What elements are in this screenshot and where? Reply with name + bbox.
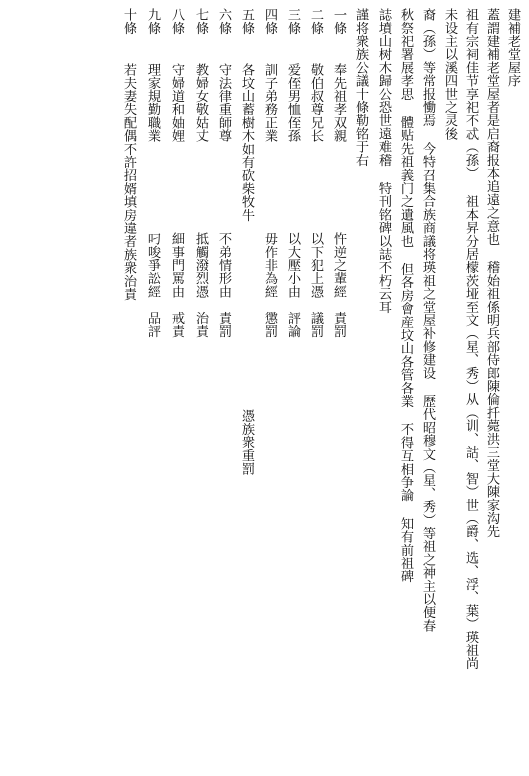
rule-5-text: 各坟山蓄樹木如有砍柴牧牛 [239, 63, 254, 222]
rule-3-number: 三條 [285, 8, 300, 35]
rule-9-text: 理家規勤職業 [145, 63, 160, 143]
rule-6-text: 守法律重師尊 [216, 63, 231, 143]
preface-line-2: 祖有宗祠佳节享祀不忒（孫） 祖本昇分居檬茨垭至文（星、秀）从（训、詁、智）世（爵、选、浮、葉）瑛祖尚 [463, 8, 478, 670]
rule-9-number: 九條 [145, 8, 160, 35]
rule-1-text: 奉先祖孝双親 [331, 63, 346, 143]
rules-intro: 謹将衆族公議十條勒铭于右 [353, 8, 368, 167]
preface-line-1: 蓋謂建補老堂屋者是启裔报本追遠之意也 稽始祖係明兵部侍郎陳倫扦薨洪三堂大陳家沟先 [484, 8, 499, 538]
preface-line-5: 秋祭祀署展孝思 體贴先祖義门之遺風也 但各房會産坟山各管各業 不得互相争論 知有前祖碑 [398, 8, 413, 583]
rule-8-penalty: 細事門罵由 戒責 [169, 232, 184, 338]
rule-6-number: 六條 [216, 8, 231, 35]
rule-7-number: 七條 [193, 8, 208, 35]
document-title: 建補老堂屋序 [505, 8, 520, 88]
rule-10-text: 若夫妻失配偶不許招婿填房違者族衆治責 [121, 63, 136, 301]
preface-line-4: 裔（孫）等常报慟焉 今特召集合族商議将瑛祖之堂屋补修建设 歷代昭穆文（星、秀）等祖之神主以便春 [420, 8, 435, 632]
rule-4-penalty: 毋作非為經 懲罰 [262, 232, 277, 338]
rule-8-number: 八條 [169, 8, 184, 35]
rule-4-number: 四條 [262, 8, 277, 35]
rule-10-number: 十條 [121, 8, 136, 35]
rule-4-text: 訓子弟務正業 [262, 63, 277, 143]
rule-5-penalty: 憑族衆重罰 [239, 409, 254, 475]
rule-6-penalty: 不弟情形由 責罰 [216, 232, 231, 338]
rule-3-penalty: 以大壓小由 評論 [285, 232, 300, 338]
preface-line-6: 誌墳山树木歸公恐世遠难稽 特刊铭碑以誌不朽云耳 [376, 8, 391, 314]
rule-2-text: 敬伯叔尊兄长 [308, 63, 323, 143]
rule-2-number: 二條 [308, 8, 323, 35]
rule-2-penalty: 以下犯上憑 議罰 [308, 232, 323, 338]
rule-5-number: 五條 [239, 8, 254, 35]
rule-7-penalty: 抵觸潑烈憑 治責 [193, 232, 208, 338]
rule-9-penalty: 叼唆爭訟經 品評 [145, 232, 160, 338]
preface-line-3: 未设主以溪四世之灵後 [442, 8, 457, 140]
rule-3-text: 爱侄男恤侄孫 [285, 63, 300, 143]
rule-8-text: 守婦道和妯娌 [169, 63, 184, 143]
rule-1-number: 一條 [331, 8, 346, 35]
rule-1-penalty: 忤逆之輩經 責罰 [331, 232, 346, 338]
rule-7-text: 教婦女敬姑丈 [193, 63, 208, 143]
